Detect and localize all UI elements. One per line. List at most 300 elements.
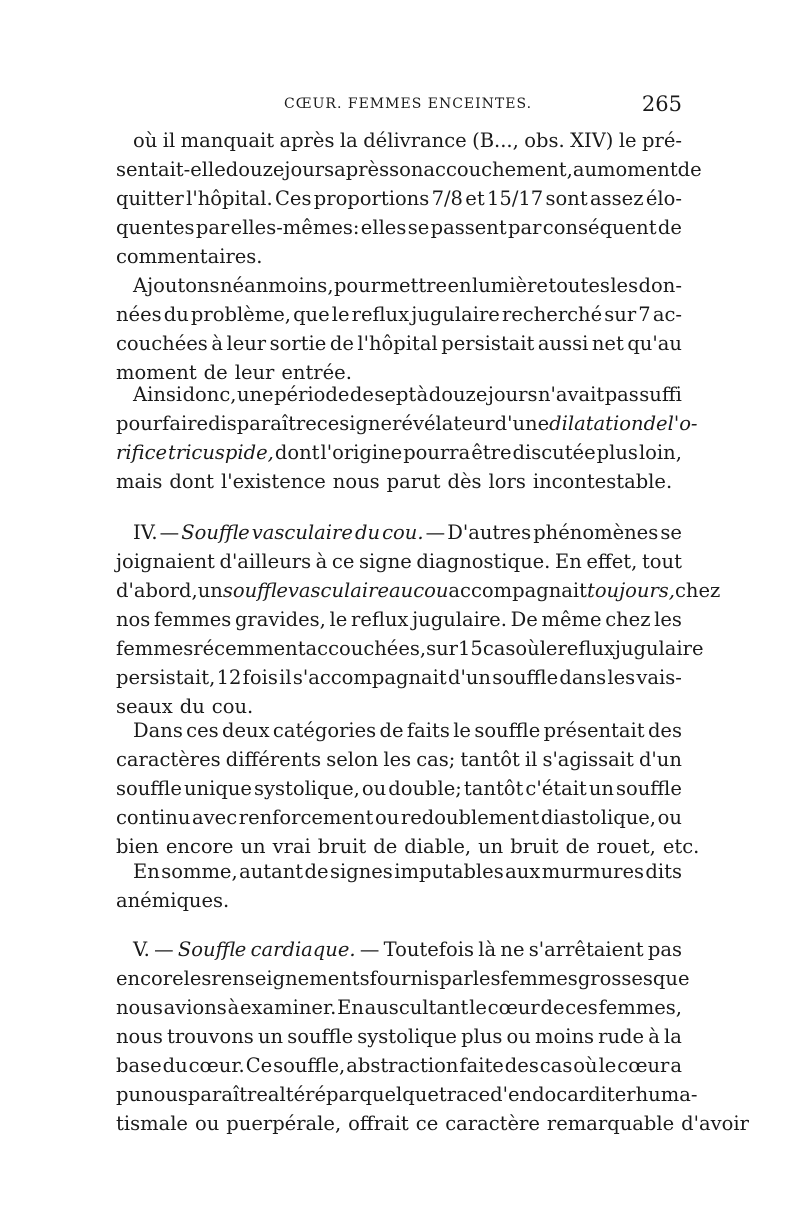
word: chez bbox=[675, 579, 721, 602]
word: femmes bbox=[116, 637, 194, 660]
word: un bbox=[240, 835, 266, 858]
word: ce bbox=[415, 1112, 439, 1135]
word: puerpérale, bbox=[226, 1112, 342, 1135]
word: Ainsi bbox=[133, 383, 183, 406]
word: unique bbox=[183, 777, 252, 800]
word: diagnostique. bbox=[416, 550, 551, 573]
word: de bbox=[540, 996, 565, 1019]
word: offrait bbox=[348, 1112, 409, 1135]
italic-word: vasculaire bbox=[251, 521, 353, 544]
word: souffle bbox=[615, 777, 682, 800]
word: le bbox=[598, 1054, 617, 1077]
word: où bbox=[133, 129, 158, 152]
word: que bbox=[652, 967, 690, 990]
text-line bbox=[116, 886, 682, 915]
word: sur bbox=[604, 303, 637, 326]
paragraph-1 bbox=[116, 126, 702, 271]
word: abstraction bbox=[346, 1054, 459, 1077]
word: moins bbox=[534, 1025, 595, 1048]
word: souffle, bbox=[273, 1054, 346, 1077]
word: ou bbox=[361, 777, 387, 800]
running-title: CŒUR. FEMMES ENCEINTES. bbox=[284, 96, 533, 112]
word: ou bbox=[194, 1112, 220, 1135]
text-line bbox=[116, 1080, 698, 1109]
word: de bbox=[349, 383, 374, 406]
text-line bbox=[116, 1109, 749, 1138]
word: femmes, bbox=[598, 996, 682, 1019]
word: récemment bbox=[193, 637, 306, 660]
word: cœur bbox=[487, 996, 540, 1019]
word: à bbox=[211, 332, 223, 355]
word: d'avoir bbox=[681, 1112, 749, 1135]
word: XIV) bbox=[570, 129, 614, 152]
word: nous bbox=[332, 470, 380, 493]
word: suffi bbox=[639, 383, 682, 406]
italic-word: souffle bbox=[222, 579, 288, 602]
word: les bbox=[472, 967, 501, 990]
word: qu'au bbox=[627, 332, 682, 355]
word: jours bbox=[487, 383, 538, 406]
word: grosses bbox=[577, 967, 653, 990]
word: leur bbox=[226, 332, 267, 355]
word: la bbox=[339, 129, 358, 152]
word: reflux bbox=[557, 637, 615, 660]
word: cœur bbox=[617, 1054, 670, 1077]
word: où bbox=[573, 1054, 598, 1077]
word: à bbox=[648, 1025, 660, 1048]
word: caractères bbox=[116, 748, 221, 771]
word: rhuma- bbox=[626, 1083, 698, 1106]
word: etc. bbox=[662, 835, 700, 858]
word: là bbox=[478, 938, 497, 961]
word: signe bbox=[339, 412, 393, 435]
word: tismale bbox=[116, 1112, 188, 1135]
word: Dans bbox=[133, 719, 183, 742]
word: ac- bbox=[652, 303, 682, 326]
word: dits bbox=[645, 860, 682, 883]
word: après bbox=[279, 129, 335, 152]
word: net bbox=[591, 332, 624, 355]
word: d'endocardite bbox=[490, 1083, 627, 1106]
word: imputables bbox=[394, 860, 504, 883]
word: de bbox=[203, 361, 228, 384]
word: dans bbox=[559, 666, 607, 689]
word: du bbox=[162, 1054, 188, 1077]
word: double; bbox=[388, 777, 462, 800]
word: tout bbox=[641, 550, 682, 573]
text-line bbox=[116, 935, 682, 964]
word: cou. bbox=[211, 695, 254, 718]
word: accouchées, bbox=[305, 637, 427, 660]
word: femmes bbox=[153, 608, 232, 631]
word: délivrance bbox=[363, 129, 467, 152]
word: mais bbox=[116, 470, 163, 493]
text-line bbox=[116, 242, 682, 271]
word: pour bbox=[116, 412, 163, 435]
word: les bbox=[383, 748, 412, 771]
italic-word: rifice bbox=[116, 441, 168, 464]
word: catégories bbox=[272, 719, 377, 742]
word: différents bbox=[225, 748, 322, 771]
word: manquait bbox=[180, 129, 275, 152]
text-line bbox=[116, 467, 682, 496]
word: quelque bbox=[359, 1083, 439, 1106]
word: loin, bbox=[638, 441, 682, 464]
word: persistait bbox=[441, 332, 535, 355]
word: l'existence bbox=[221, 470, 326, 493]
word: ce bbox=[316, 412, 340, 435]
word: moment bbox=[597, 158, 678, 181]
word: et bbox=[465, 187, 485, 210]
italic-word: Souffle bbox=[181, 521, 250, 544]
text-line bbox=[116, 857, 682, 886]
word: fournis bbox=[369, 967, 440, 990]
word: ces bbox=[186, 719, 219, 742]
word: En bbox=[337, 996, 364, 1019]
word: le bbox=[469, 996, 487, 1019]
word: reflux bbox=[351, 303, 410, 326]
word: aux bbox=[505, 860, 541, 883]
word: plus bbox=[461, 1025, 503, 1048]
word: accouchement, bbox=[423, 158, 573, 181]
word: 15/17 bbox=[487, 187, 544, 210]
word: élo- bbox=[645, 187, 682, 210]
word: souffle bbox=[474, 719, 541, 742]
word: tantôt bbox=[460, 748, 520, 771]
word: diastolique, bbox=[540, 806, 656, 829]
word: par bbox=[508, 216, 542, 239]
word: être bbox=[471, 441, 512, 464]
word: En bbox=[133, 860, 160, 883]
word: lors bbox=[488, 470, 526, 493]
word: phénomènes bbox=[533, 521, 659, 544]
text-line bbox=[116, 1022, 682, 1051]
word: dont bbox=[274, 441, 320, 464]
word: à bbox=[227, 996, 240, 1019]
word: mettre bbox=[380, 274, 448, 297]
word: d'abord, bbox=[116, 579, 198, 602]
word: signes bbox=[329, 860, 393, 883]
word: aussi bbox=[537, 332, 589, 355]
word: problème, bbox=[190, 303, 291, 326]
word: donc, bbox=[182, 383, 237, 406]
word: l'origine bbox=[320, 441, 403, 464]
word: D'autres bbox=[447, 521, 532, 544]
word: seaux bbox=[116, 695, 173, 718]
text-line bbox=[116, 634, 704, 663]
word: par bbox=[439, 967, 473, 990]
word: que bbox=[293, 303, 330, 326]
paragraph-4-section-iv bbox=[116, 518, 721, 721]
word: anémiques. bbox=[116, 889, 230, 912]
page-number: 265 bbox=[641, 92, 682, 116]
paragraph-2 bbox=[116, 271, 682, 387]
word: renseignements bbox=[211, 967, 370, 990]
word: les bbox=[183, 967, 212, 990]
word: faits bbox=[406, 719, 450, 742]
word: Ces bbox=[274, 187, 312, 210]
word: encore bbox=[116, 967, 184, 990]
word: 7 bbox=[638, 303, 651, 326]
text-line bbox=[116, 774, 682, 803]
word: souffle bbox=[287, 1025, 354, 1048]
word: souffle bbox=[116, 777, 182, 800]
word: disparaître bbox=[208, 412, 317, 435]
word: entrée. bbox=[281, 361, 352, 384]
word: trace bbox=[438, 1083, 491, 1106]
word: rouet, bbox=[596, 835, 656, 858]
running-header bbox=[116, 92, 682, 120]
word: proportions bbox=[313, 187, 430, 210]
text-line bbox=[116, 300, 682, 329]
word: des bbox=[504, 1054, 539, 1077]
word: pour bbox=[333, 274, 381, 297]
word: pré- bbox=[642, 129, 682, 152]
word: continu bbox=[116, 806, 191, 829]
word: conséquent bbox=[542, 216, 657, 239]
word: plus bbox=[596, 441, 638, 464]
paragraph-3 bbox=[116, 380, 698, 496]
word: en bbox=[447, 274, 472, 297]
text-line bbox=[116, 271, 682, 300]
word: dès bbox=[447, 470, 482, 493]
word: il bbox=[279, 666, 292, 689]
word: la bbox=[664, 1025, 682, 1048]
word: — bbox=[159, 521, 180, 544]
word: cas bbox=[482, 637, 516, 660]
word: sept bbox=[374, 383, 417, 406]
word: le bbox=[331, 303, 350, 326]
text-line bbox=[116, 605, 682, 634]
word: somme, bbox=[161, 860, 238, 883]
word: encore bbox=[165, 835, 234, 858]
word: leur bbox=[234, 361, 275, 384]
word: systolique bbox=[357, 1025, 457, 1048]
word: jours bbox=[284, 158, 335, 181]
word: à bbox=[315, 550, 328, 573]
word: 12 bbox=[216, 666, 242, 689]
word: un bbox=[588, 777, 614, 800]
word: ce bbox=[331, 550, 355, 573]
word: toutes bbox=[548, 274, 610, 297]
word: incontestable. bbox=[532, 470, 673, 493]
paragraph-7-section-v bbox=[116, 935, 749, 1138]
word: effet, bbox=[586, 550, 638, 573]
word: jugulaire bbox=[411, 303, 500, 326]
word: se bbox=[660, 521, 682, 544]
word: du bbox=[163, 303, 189, 326]
word: s'agissait bbox=[542, 748, 634, 771]
word: avec bbox=[192, 806, 238, 829]
word: systolique, bbox=[253, 777, 360, 800]
word: lumière bbox=[472, 274, 548, 297]
word: IV. bbox=[133, 521, 158, 544]
text-line bbox=[116, 663, 682, 692]
word: ou bbox=[374, 806, 400, 829]
word: sur bbox=[426, 637, 458, 660]
word: chez bbox=[605, 608, 651, 631]
word: auscultant bbox=[364, 996, 469, 1019]
text-line bbox=[116, 184, 682, 213]
italic-word: de bbox=[643, 412, 668, 435]
text-line bbox=[116, 213, 682, 242]
word: période bbox=[274, 383, 350, 406]
word: — bbox=[359, 938, 380, 961]
word: murmures bbox=[541, 860, 645, 883]
word: 15 bbox=[457, 637, 483, 660]
word: douze bbox=[225, 158, 285, 181]
word: de bbox=[677, 158, 702, 181]
word: Ajoutons bbox=[133, 274, 220, 297]
word: passent bbox=[430, 216, 507, 239]
word: selon bbox=[326, 748, 379, 771]
word: parut bbox=[386, 470, 441, 493]
word: quentes bbox=[116, 216, 195, 239]
word: paraître bbox=[187, 1083, 268, 1106]
word: le bbox=[453, 719, 471, 742]
word: diable, bbox=[404, 835, 472, 858]
word: nous bbox=[116, 996, 163, 1019]
italic-word: du bbox=[354, 521, 381, 544]
word: base bbox=[116, 1054, 162, 1077]
word: néanmoins, bbox=[220, 274, 334, 297]
word: le bbox=[618, 129, 637, 152]
word: joignaient bbox=[116, 550, 215, 573]
word: trouvons bbox=[167, 1025, 254, 1048]
word: elles bbox=[360, 216, 407, 239]
word: a bbox=[670, 1054, 682, 1077]
text-line bbox=[116, 993, 682, 1022]
text-line bbox=[116, 964, 690, 993]
word: le bbox=[329, 608, 348, 631]
italic-word: vasculaire bbox=[287, 579, 389, 602]
word: ou bbox=[506, 1025, 531, 1048]
word: vrai bbox=[272, 835, 311, 858]
word: obs. bbox=[524, 129, 565, 152]
word: pu bbox=[116, 1083, 142, 1106]
word: de bbox=[329, 332, 354, 355]
word: Ce bbox=[245, 1054, 273, 1077]
word: gravides, bbox=[234, 608, 326, 631]
paragraph-5 bbox=[116, 716, 700, 861]
word: De bbox=[510, 608, 538, 631]
word: dont bbox=[169, 470, 214, 493]
word: femmes bbox=[500, 967, 578, 990]
word: discutée bbox=[512, 441, 596, 464]
italic-word: cardiaque. bbox=[250, 938, 356, 961]
text-line bbox=[116, 380, 682, 409]
word: V. bbox=[133, 938, 150, 961]
word: fois bbox=[242, 666, 278, 689]
word: cœur. bbox=[188, 1054, 245, 1077]
word: deux bbox=[221, 719, 270, 742]
word: c'était bbox=[525, 777, 587, 800]
word: présentait bbox=[543, 719, 645, 742]
word: nous bbox=[116, 1025, 163, 1048]
word: — bbox=[154, 938, 174, 961]
word: au bbox=[572, 158, 597, 181]
word: de bbox=[657, 216, 682, 239]
italic-word: tricuspide, bbox=[168, 441, 274, 464]
word: sortie bbox=[269, 332, 327, 355]
text-line bbox=[116, 547, 682, 576]
word: cas; bbox=[416, 748, 456, 771]
paragraph-6 bbox=[116, 857, 682, 915]
word: il bbox=[162, 129, 176, 152]
word: une bbox=[236, 383, 274, 406]
word: même bbox=[541, 608, 602, 631]
word: les bbox=[607, 666, 636, 689]
word: de bbox=[379, 719, 404, 742]
italic-word: l'o- bbox=[667, 412, 698, 435]
word: pas bbox=[647, 938, 682, 961]
word: elles-mêmes: bbox=[230, 216, 360, 239]
text-line bbox=[116, 518, 682, 547]
word: moment bbox=[116, 361, 197, 384]
word: bruit bbox=[317, 835, 367, 858]
word: de bbox=[373, 835, 398, 858]
italic-word: Souffle bbox=[177, 938, 247, 961]
word: Toutefois bbox=[383, 938, 474, 961]
word: recherché bbox=[501, 303, 603, 326]
text-line bbox=[116, 155, 702, 184]
word: don- bbox=[638, 274, 682, 297]
word: En bbox=[554, 550, 582, 573]
text-line bbox=[116, 438, 682, 467]
word: jugulaire. bbox=[412, 608, 507, 631]
word: renforcement bbox=[238, 806, 374, 829]
word: redoublement bbox=[400, 806, 540, 829]
word: il bbox=[524, 748, 538, 771]
word: — bbox=[425, 521, 446, 544]
word: couchées bbox=[116, 332, 208, 355]
word: ou bbox=[657, 806, 682, 829]
word: où bbox=[515, 637, 540, 660]
word: un bbox=[197, 579, 223, 602]
word: d'ailleurs bbox=[219, 550, 312, 573]
word: tantôt bbox=[463, 777, 524, 800]
word: altéré bbox=[267, 1083, 327, 1106]
word: souffle bbox=[492, 666, 559, 689]
word: jugulaire bbox=[614, 637, 704, 660]
word: ne bbox=[500, 938, 525, 961]
word: avions bbox=[163, 996, 227, 1019]
word: autant bbox=[239, 860, 304, 883]
word: nous bbox=[141, 1083, 188, 1106]
word: persistait, bbox=[116, 666, 216, 689]
word: examiner. bbox=[239, 996, 337, 1019]
word: 7/8 bbox=[431, 187, 463, 210]
word: révélateur bbox=[392, 412, 495, 435]
word: quitter bbox=[116, 187, 184, 210]
word: les bbox=[610, 274, 639, 297]
word: des bbox=[647, 719, 682, 742]
word: faite bbox=[459, 1054, 504, 1077]
word: s'arrêtaient bbox=[528, 938, 644, 961]
word: d'une bbox=[494, 412, 550, 435]
italic-word: au bbox=[389, 579, 414, 602]
word: pas bbox=[604, 383, 639, 406]
word: à bbox=[416, 383, 429, 406]
text-line bbox=[116, 803, 682, 832]
word: commentaires. bbox=[116, 245, 263, 268]
word: nos bbox=[116, 608, 151, 631]
word: caractère bbox=[445, 1112, 540, 1135]
word: vais- bbox=[636, 666, 682, 689]
text-line bbox=[116, 329, 682, 358]
word: de bbox=[565, 835, 590, 858]
italic-word: cou. bbox=[382, 521, 424, 544]
